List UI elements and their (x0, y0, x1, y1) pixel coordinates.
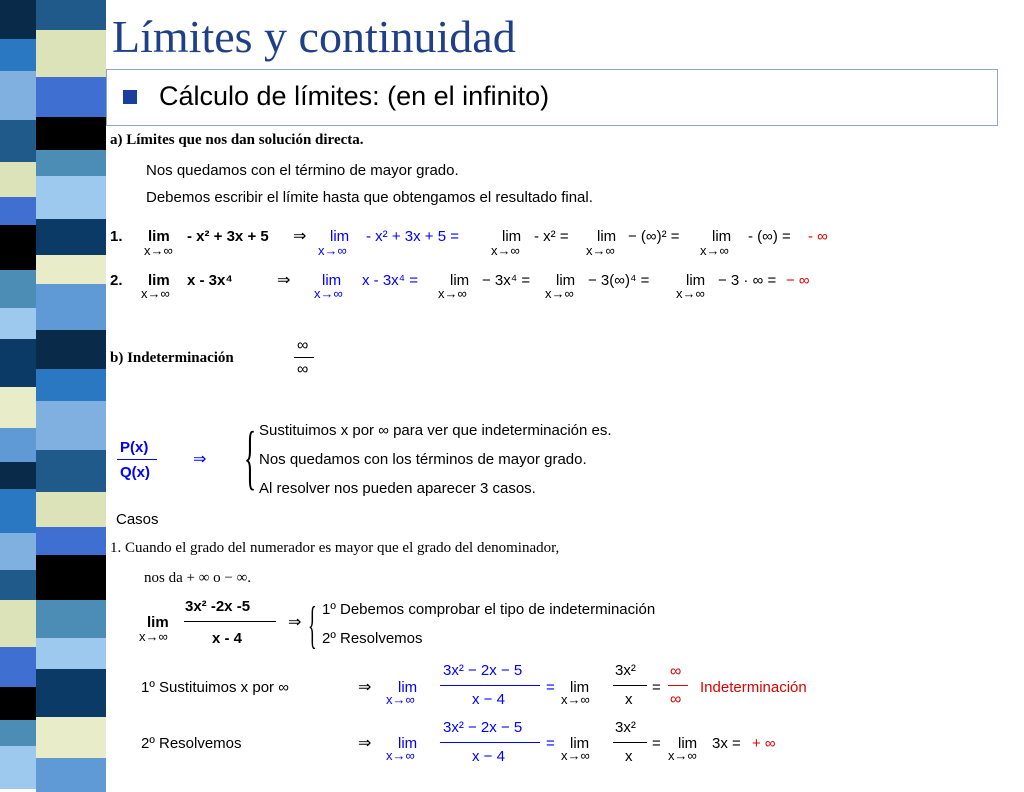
stripe-cell (36, 492, 106, 527)
ex2-expr: x - 3x⁴ (187, 272, 233, 289)
ex2-s2-lim: lim (450, 272, 470, 289)
ex2-s3-expr: − 3(∞)⁴ = (588, 272, 650, 289)
ex3-brace: { (308, 597, 317, 654)
row1-label: 1º Sustituimos x por ∞ (141, 679, 289, 696)
ex1-s1-sub: x→∞ (318, 243, 347, 258)
stripe-cell (36, 555, 106, 600)
ex1-s2-lim: lim (502, 228, 522, 245)
decorative-stripe-bar (0, 0, 106, 768)
ex2-result: − ∞ (786, 272, 810, 289)
row2-implies: ⇒ (358, 735, 372, 752)
stripe-cell (0, 0, 36, 39)
pq-denominator: Q(x) (120, 464, 150, 481)
stripe-cell (0, 387, 36, 428)
stripe-cell (36, 450, 106, 492)
stripe-column-left (0, 0, 36, 768)
stripe-cell (0, 570, 36, 600)
ex3-implies: ⇒ (288, 614, 302, 631)
ex1-lim-sub: x→∞ (144, 243, 173, 258)
section-b-frac-line (294, 357, 314, 358)
row1-equals-1: = (546, 679, 555, 696)
ex2-s3-sub: x→∞ (545, 286, 574, 301)
ex3-lim: lim (147, 614, 169, 631)
ex2-s2-expr: − 3x⁴ = (482, 272, 531, 289)
ex2-s1-sub: x→∞ (314, 286, 343, 301)
stripe-cell (36, 369, 106, 401)
stripe-cell (0, 720, 36, 746)
slide-title: Límites y continuidad (112, 11, 516, 62)
ex2-lim-sub: x→∞ (141, 286, 170, 301)
section-b-frac-den: ∞ (297, 361, 309, 378)
row1-lim-2: lim (570, 679, 590, 696)
ex2-s4-expr: − 3 · ∞ = (718, 272, 777, 289)
stripe-cell (0, 120, 36, 162)
row1-implies: ⇒ (358, 679, 372, 696)
row2-frac2-line (613, 742, 647, 743)
stripe-cell (36, 330, 106, 369)
section-a-line1: Nos quedamos con el término de mayor grado. (146, 162, 459, 179)
section-a-line2: Debemos escribir el límite hasta que obtengamos el resultado final. (146, 189, 593, 206)
stripe-cell (0, 462, 36, 489)
ex1-s2-expr: - x² = (534, 228, 569, 245)
stripe-cell (36, 255, 106, 284)
stripe-cell (36, 219, 106, 255)
ex2-s1-lim: lim (322, 272, 342, 289)
ex2-s4-sub: x→∞ (676, 286, 705, 301)
row1-numerator: 3x² − 2x − 5 (443, 662, 523, 679)
row1-lim-2-sub: x→∞ (561, 692, 590, 707)
pq-step-3: Al resolver nos pueden aparecer 3 casos. (259, 480, 536, 497)
ex1-s4-expr: - (∞) = (748, 228, 791, 245)
ex2-number: 2. (110, 272, 123, 289)
stripe-cell (0, 308, 36, 339)
ex3-frac-line (184, 621, 276, 622)
ex1-expr: - x² + 3x + 5 (187, 228, 269, 245)
stripe-cell (36, 401, 106, 450)
row1-lim: lim (398, 679, 418, 696)
stripe-cell (0, 489, 36, 533)
ex3-lim-sub: x→∞ (139, 629, 168, 644)
ex1-s4-sub: x→∞ (700, 243, 729, 258)
row2-lim-2: lim (570, 735, 590, 752)
row1-result-num: ∞ (670, 663, 682, 680)
row1-result: Indeterminación (700, 679, 807, 696)
ex1-lim: lim (148, 228, 170, 245)
ex1-implies: ⇒ (293, 228, 307, 245)
case1-line1: 1. Cuando el grado del numerador es mayor que el grado del denominador, (110, 540, 560, 556)
row2-frac-line (440, 742, 540, 743)
row2-lim-sub: x→∞ (386, 748, 415, 763)
pq-frac-line (117, 459, 157, 460)
section-a-heading: a) Límites que nos dan solución directa. (110, 132, 364, 148)
ex3-step-2: 2º Resolvemos (322, 630, 423, 647)
ex2-s4-lim: lim (686, 272, 706, 289)
row1-result-den: ∞ (670, 691, 682, 708)
stripe-cell (36, 30, 106, 77)
row2-equals-1: = (546, 735, 555, 752)
ex1-s3-lim: lim (597, 228, 617, 245)
row2-den2: x (625, 748, 633, 765)
ex1-s3-expr: − (∞)² = (628, 228, 680, 245)
stripe-cell (0, 647, 36, 687)
stripe-cell (36, 150, 106, 176)
ex1-s1-lim: lim (330, 228, 350, 245)
ex2-lim: lim (148, 272, 170, 289)
section-b-frac-num: ∞ (297, 337, 309, 354)
ex2-s1-expr: x - 3x⁴ = (362, 272, 419, 289)
stripe-cell (0, 270, 36, 308)
row2-lim-3: lim (678, 735, 698, 752)
row1-den2: x (625, 691, 633, 708)
pq-step-1: Sustituimos x por ∞ para ver que indeterminación es. (259, 422, 612, 439)
stripe-cell (0, 197, 36, 225)
case1-line2: nos da + ∞ o − ∞. (144, 570, 252, 586)
subtitle-box (106, 69, 998, 126)
row2-result: + ∞ (752, 735, 776, 752)
stripe-cell (0, 428, 36, 462)
stripe-cell (36, 0, 106, 30)
ex1-s1-expr: - x² + 3x + 5 = (366, 228, 459, 245)
stripe-cell (36, 717, 106, 758)
row2-numerator: 3x² − 2x − 5 (443, 719, 523, 736)
stripe-cell (0, 39, 36, 71)
row1-num2: 3x² (615, 662, 636, 679)
ex1-s4-lim: lim (712, 228, 732, 245)
stripe-cell (36, 176, 106, 219)
row1-denominator: x − 4 (472, 691, 505, 708)
row2-denominator: x − 4 (472, 748, 505, 765)
stripe-cell (0, 687, 36, 720)
stripe-cell (36, 638, 106, 669)
ex3-step-1: 1º Debemos comprobar el tipo de indeterminación (322, 601, 656, 618)
stripe-cell (0, 533, 36, 570)
bullet-icon (123, 90, 137, 104)
ex2-implies: ⇒ (277, 272, 291, 289)
pq-brace: { (244, 417, 257, 497)
pq-step-2: Nos quedamos con los términos de mayor grado. (259, 451, 587, 468)
stripe-cell (36, 284, 106, 330)
row2-lim: lim (398, 735, 418, 752)
row1-result-frac-line (668, 685, 688, 686)
row1-frac2-line (613, 685, 647, 686)
ex3-denominator: x - 4 (212, 630, 243, 647)
row2-lim-2-sub: x→∞ (561, 748, 590, 763)
pq-numerator: P(x) (120, 439, 149, 456)
stripe-cell (36, 77, 106, 117)
section-b-heading: b) Indeterminación (110, 350, 234, 366)
stripe-cell (0, 600, 36, 647)
stripe-cell (36, 117, 106, 150)
pq-implies: ⇒ (193, 451, 207, 468)
stripe-cell (36, 527, 106, 555)
ex1-number: 1. (110, 228, 123, 245)
ex1-s3-sub: x→∞ (586, 243, 615, 258)
stripe-cell (0, 162, 36, 197)
row1-equals-2: = (652, 679, 661, 696)
stripe-cell (36, 669, 106, 717)
row2-num2: 3x² (615, 719, 636, 736)
stripe-column-right (36, 0, 106, 768)
ex2-s2-sub: x→∞ (438, 286, 467, 301)
ex1-result: - ∞ (808, 228, 828, 245)
ex1-s2-sub: x→∞ (491, 243, 520, 258)
row2-equals-2: = (652, 735, 661, 752)
ex2-s3-lim: lim (556, 272, 576, 289)
row2-label: 2º Resolvemos (141, 735, 242, 752)
subtitle: Cálculo de límites: (en el infinito) (159, 81, 550, 111)
row1-lim-sub: x→∞ (386, 692, 415, 707)
stripe-cell (36, 758, 106, 792)
ex3-numerator: 3x² -2x -5 (185, 598, 251, 615)
stripe-cell (36, 600, 106, 638)
stripe-cell (0, 225, 36, 270)
stripe-cell (0, 339, 36, 387)
stripe-cell (0, 71, 36, 120)
row2-tail: 3x = (712, 735, 741, 752)
row2-lim-3-sub: x→∞ (668, 748, 697, 763)
casos-label: Casos (116, 511, 159, 528)
row1-frac-line (440, 685, 540, 686)
